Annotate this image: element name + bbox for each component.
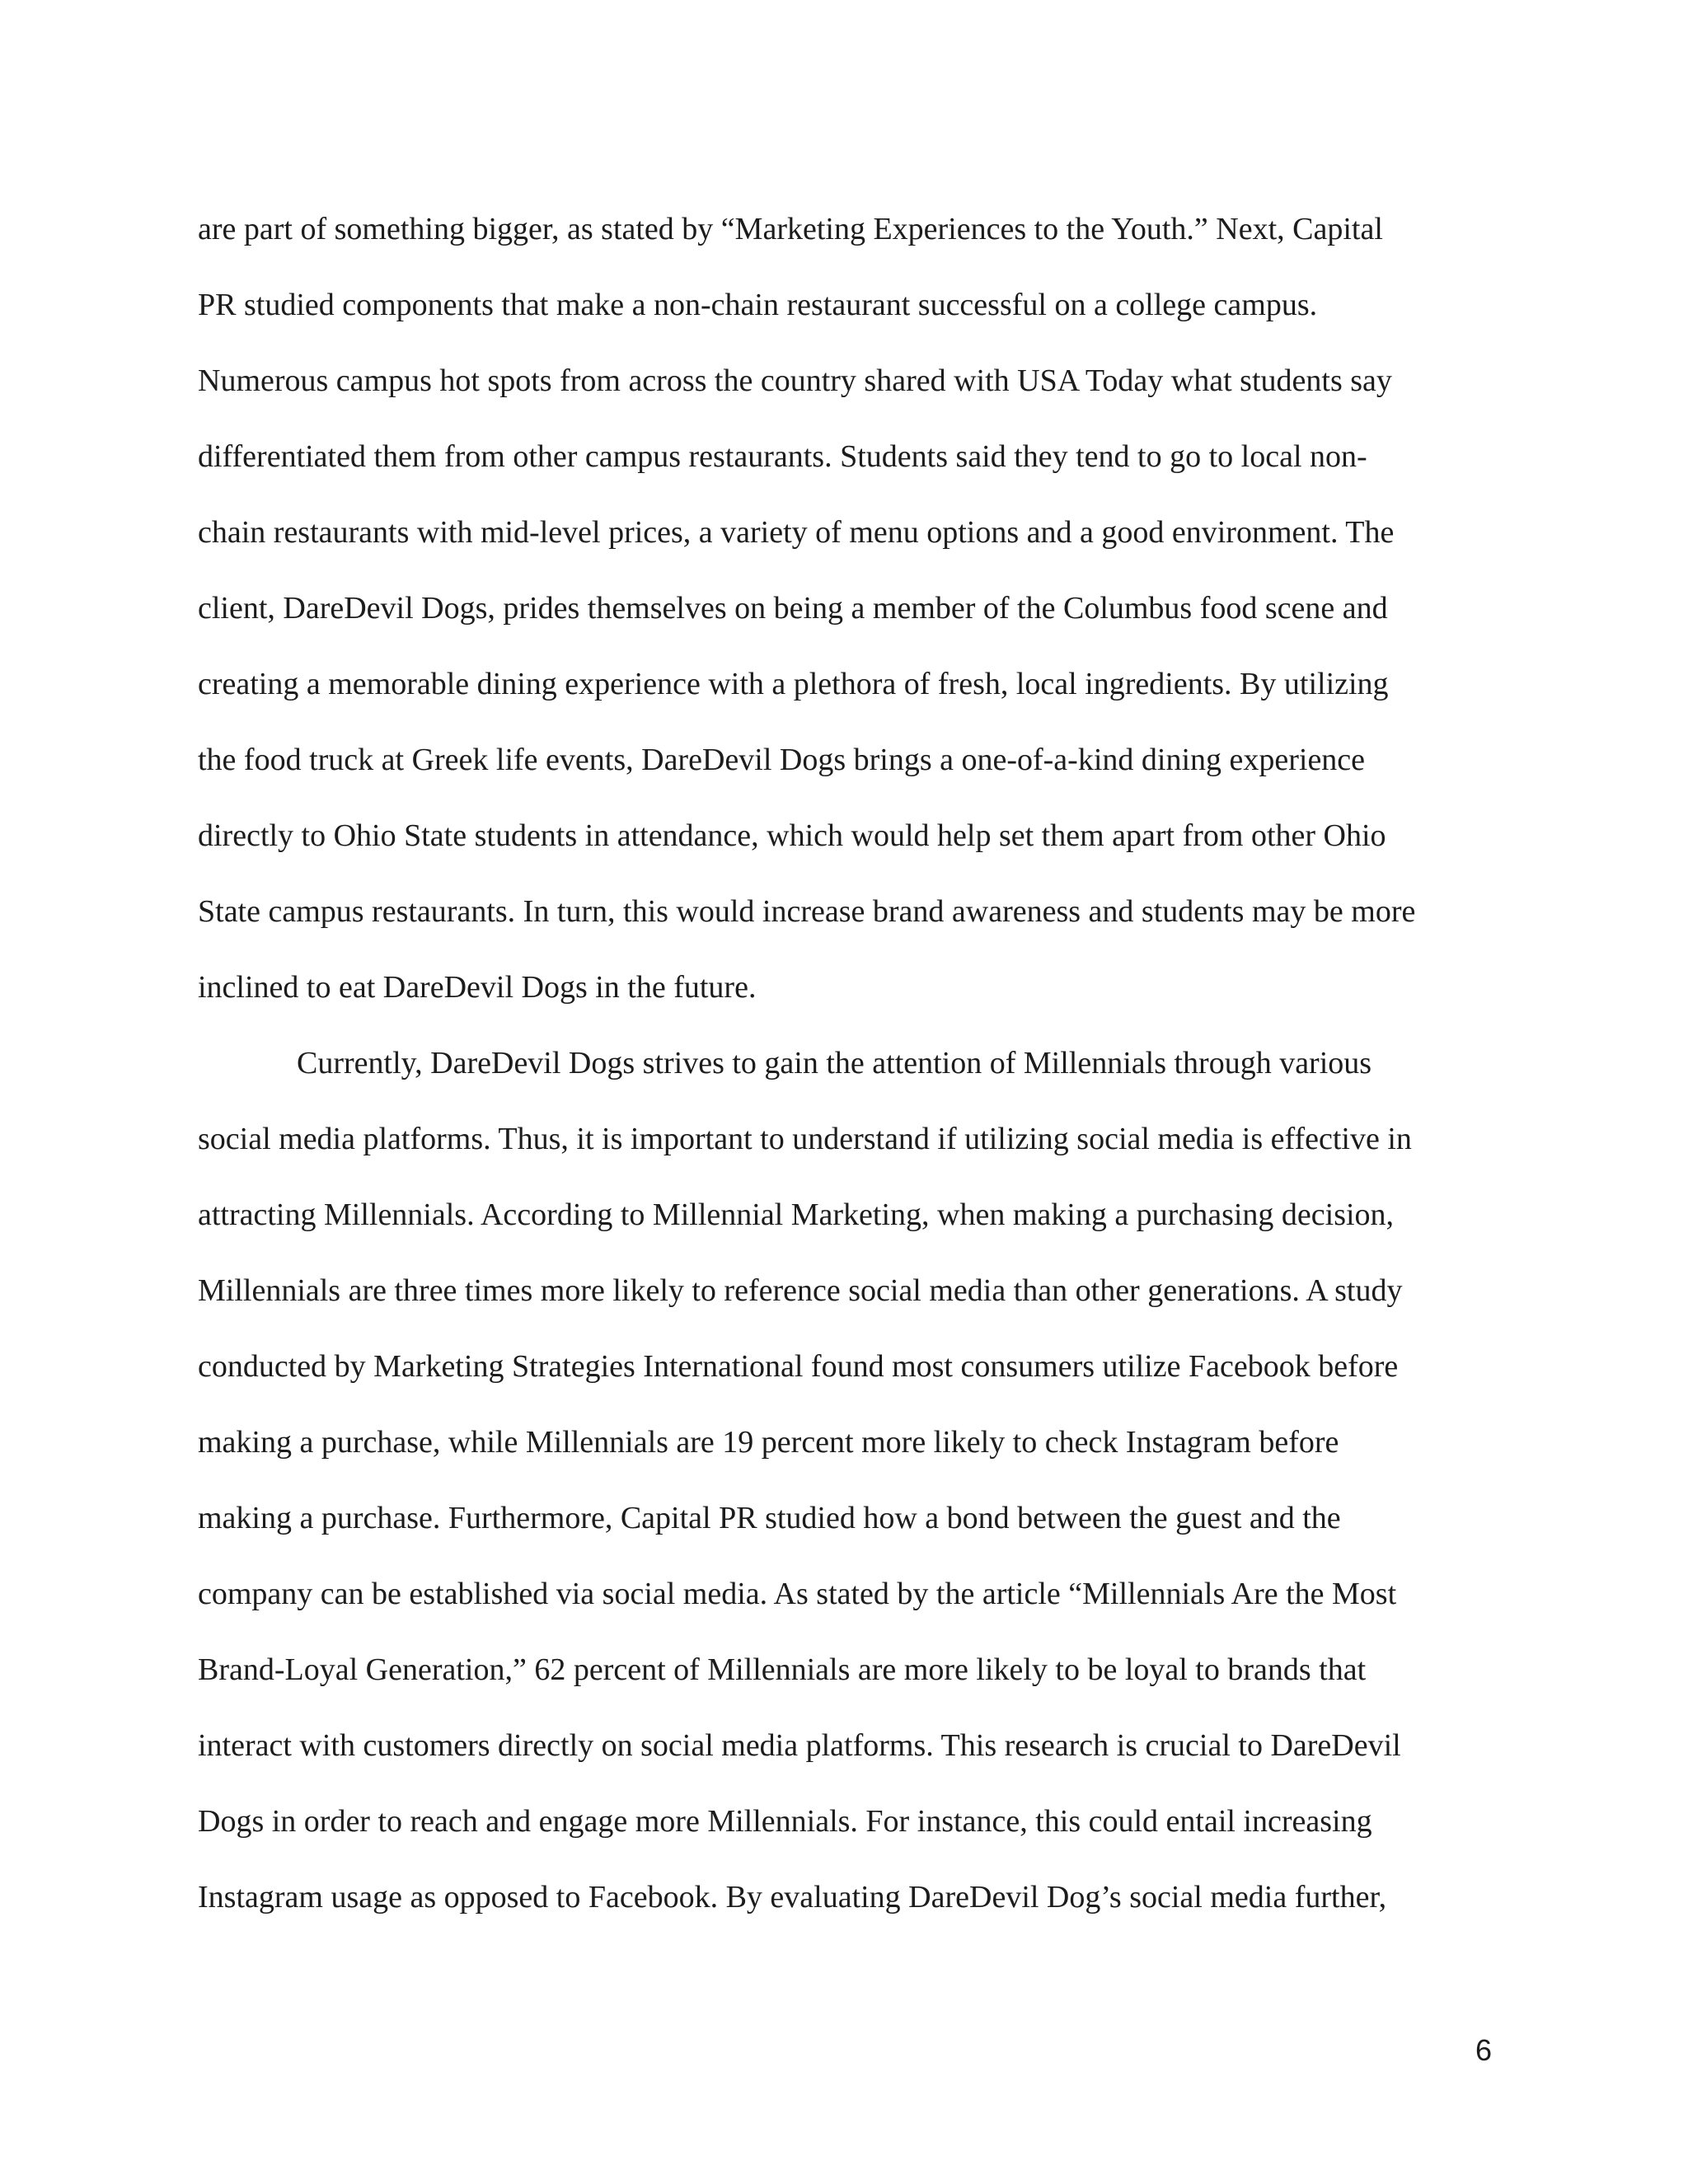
text-line-2: PR studied components that make a non-chain restaurant successful on a college campus. [198,288,1318,322]
text-line-3: Numerous campus hot spots from across the country shared with USA Today what students say [198,363,1392,398]
text-line-14: attracting Millennials. According to Millennial Marketing, when making a purchasing decision, [198,1197,1395,1232]
text-line-22: Dogs in order to reach and engage more Millennials. For instance, this could entail increasing [198,1804,1372,1839]
text-line-10: State campus restaurants. In turn, this would increase brand awareness and students may be more [198,894,1416,929]
text-line-1: are part of something bigger, as stated by “Marketing Experiences to the Youth.” Next, Capital [198,212,1383,246]
text-line-15: Millennials are three times more likely to reference social media than other generations. A study [198,1273,1403,1308]
text-line-7: creating a memorable dining experience with a plethora of fresh, local ingredients. By utilizing [198,667,1389,701]
text-line-6: client, DareDevil Dogs, prides themselves on being a member of the Columbus food scene and [198,591,1388,626]
text-line-8: the food truck at Greek life events, DareDevil Dogs brings a one-of-a-kind dining experience [198,743,1366,777]
text-line-19: company can be established via social media. As stated by the article “Millennials Are the Most [198,1577,1397,1611]
body-text [198,191,1484,1935]
text-line-5: chain restaurants with mid-level prices, a variety of menu options and a good environment. The [198,515,1395,550]
text-line-16: conducted by Marketing Strategies International found most consumers utilize Facebook before [198,1349,1399,1384]
text-line-17: making a purchase, while Millennials are 19 percent more likely to check Instagram before [198,1425,1339,1460]
text-line-21: interact with customers directly on social media platforms. This research is crucial to DareDevil [198,1728,1401,1763]
text-line-9: directly to Ohio State students in attendance, which would help set them apart from other Ohio [198,818,1386,853]
text-line-13: social media platforms. Thus, it is important to understand if utilizing social media is effective in [198,1122,1412,1156]
text-line-18: making a purchase. Furthermore, Capital PR studied how a bond between the guest and the [198,1501,1341,1535]
text-line-4: differentiated them from other campus restaurants. Students said they tend to go to local non- [198,439,1367,474]
text-line-11: inclined to eat DareDevil Dogs in the future. [198,970,757,1005]
text-line-12-paragraph-start: Currently, DareDevil Dogs strives to gain the attention of Millennials through various [297,1046,1372,1080]
text-line-23: Instagram usage as opposed to Facebook. By evaluating DareDevil Dog’s social media further, [198,1880,1387,1915]
page-number: 6 [1475,2033,1492,2067]
text-line-20: Brand-Loyal Generation,” 62 percent of Millennials are more likely to be loyal to brands that [198,1652,1367,1687]
